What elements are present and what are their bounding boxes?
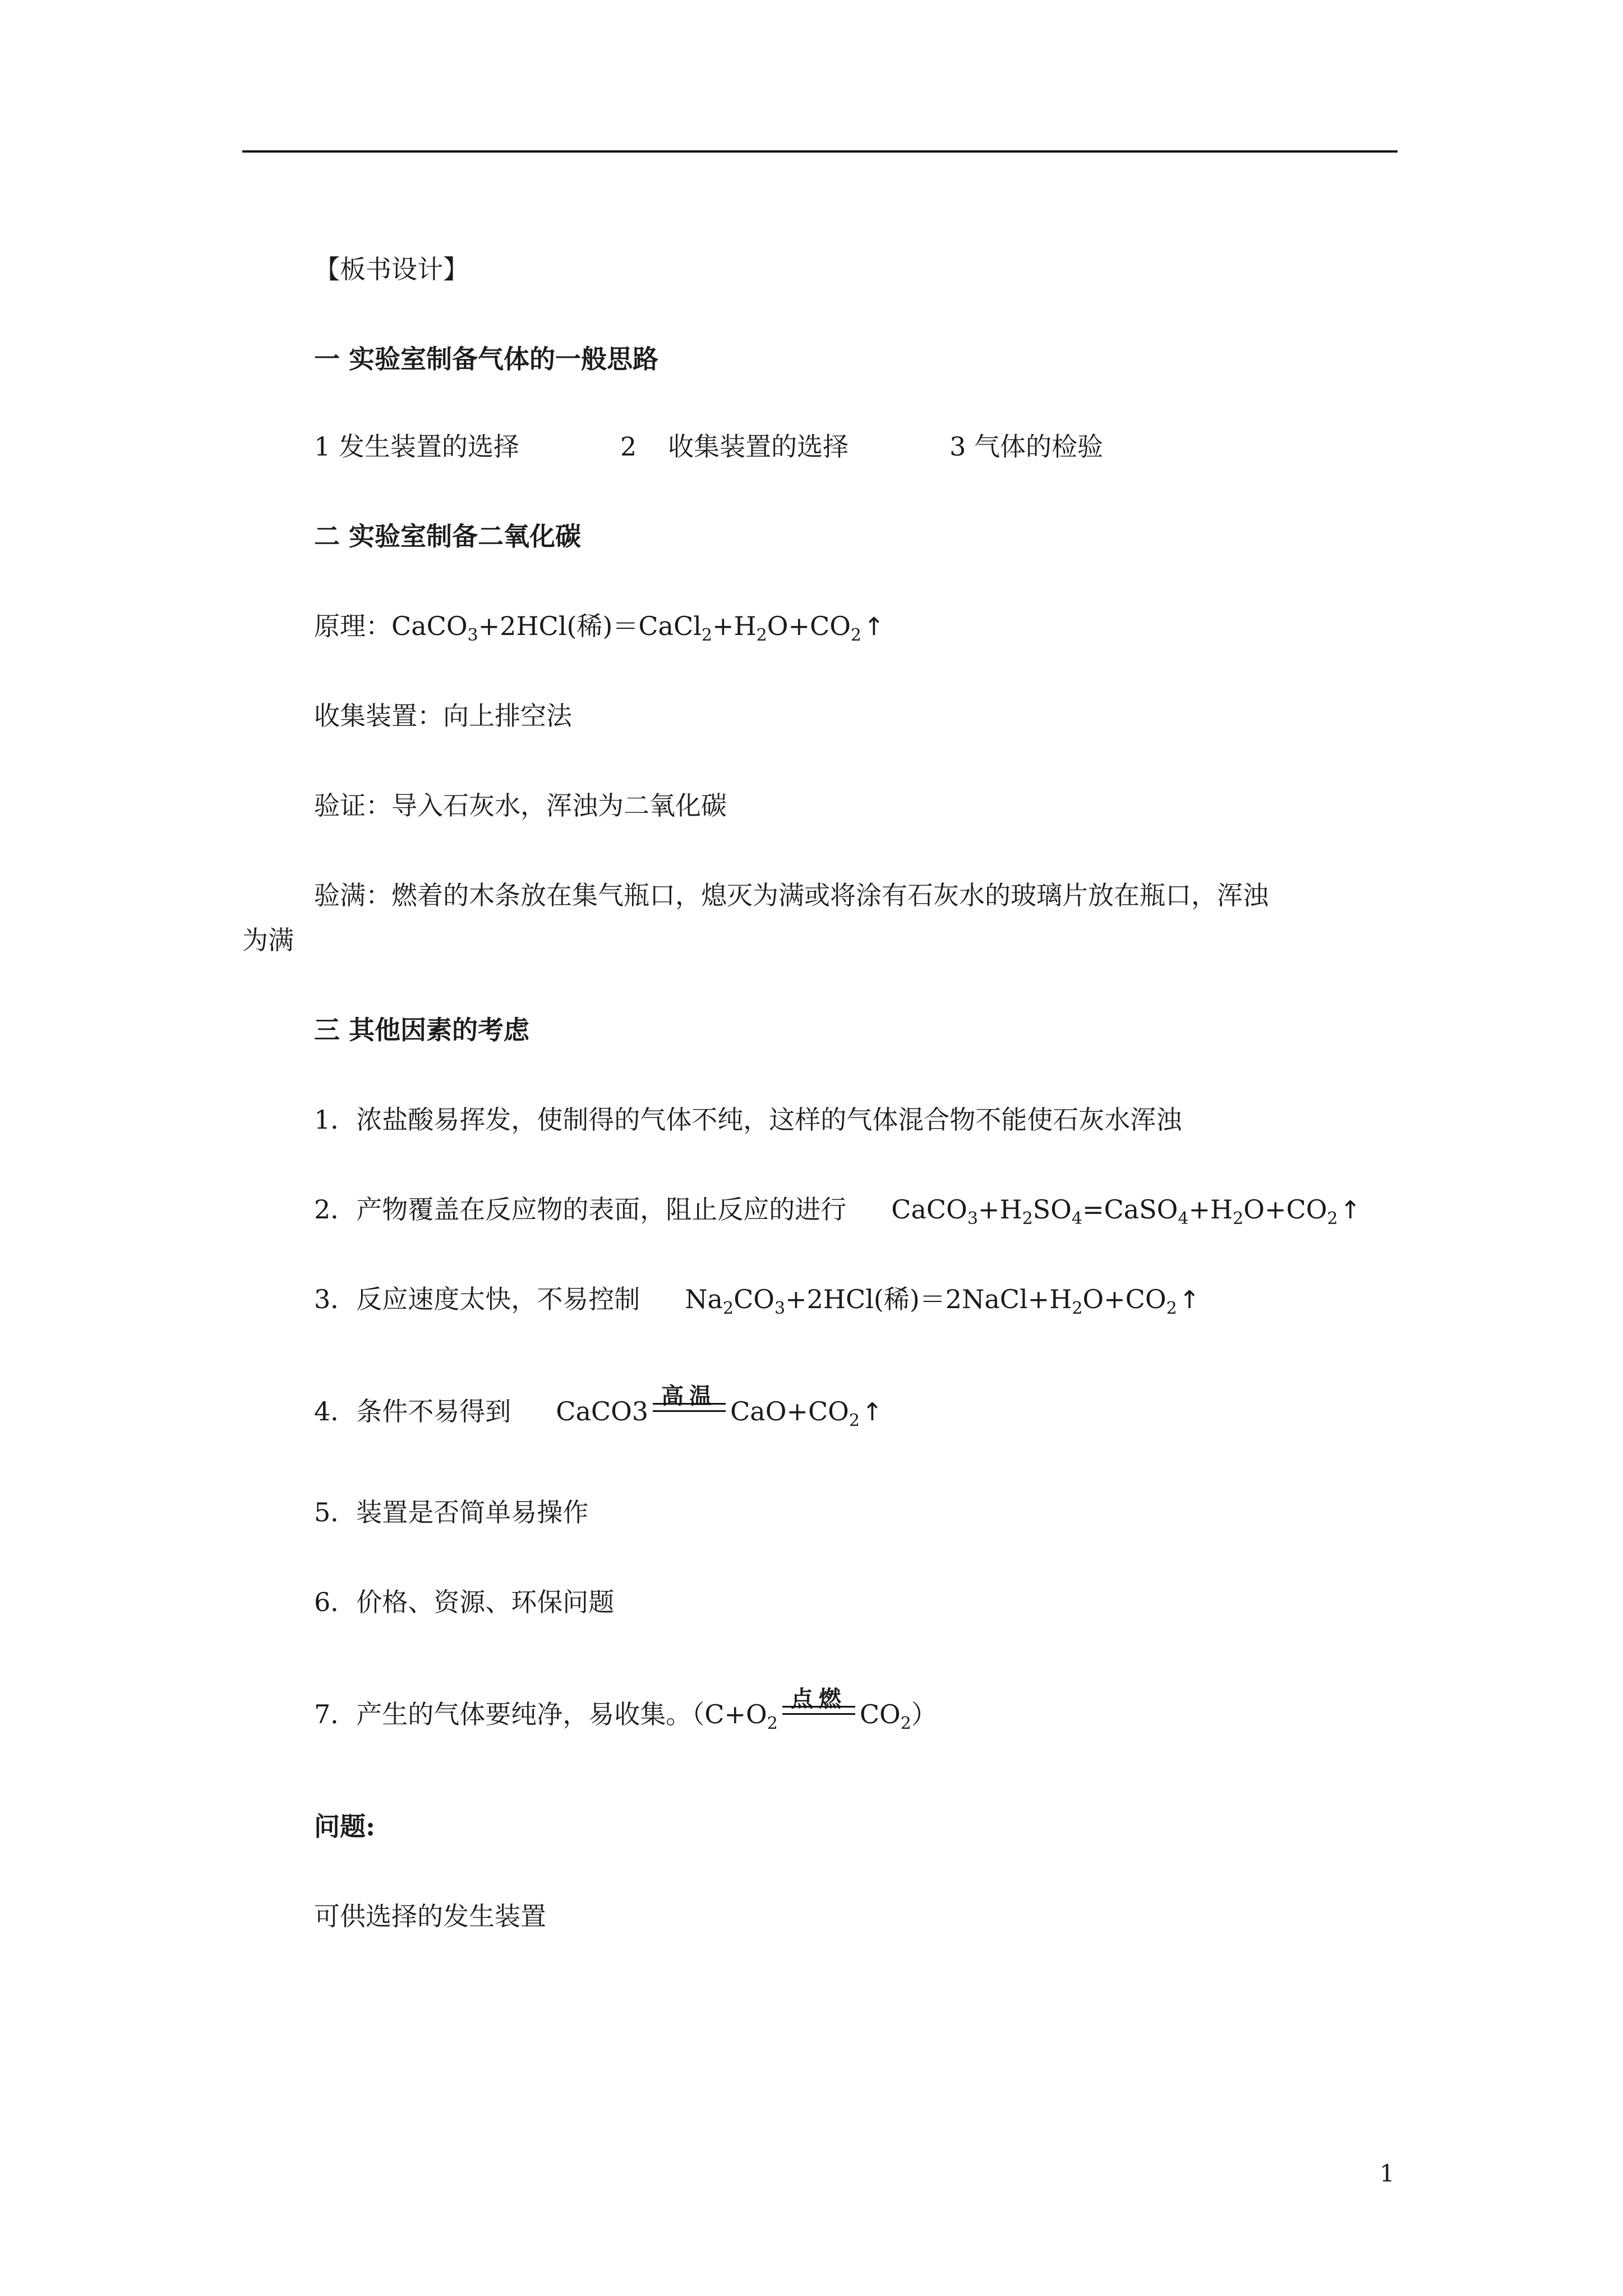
- ignite-condition: 点燃: [782, 1706, 855, 1715]
- high-temp-condition: 高温: [653, 1403, 726, 1412]
- factor-2-text: 2．产物覆盖在反应物的表面，阻止反应的进行: [314, 1194, 847, 1225]
- full-check-line2: 为满: [242, 925, 294, 955]
- principle-formula: CaCO$_3$+2HCl(稀)$=CaCl_2+H_2O+CO_2↑$: [391, 611, 884, 645]
- factor-3: [314, 1282, 1200, 1317]
- principle-label: 原理：: [314, 611, 391, 641]
- factor-6: 6．价格、资源、环保问题: [314, 1587, 615, 1617]
- factor-7: [314, 1686, 937, 1733]
- item-generator: 1 发生装置的选择: [314, 431, 519, 462]
- section1-heading: 一 实验室制备气体的一般思路: [314, 344, 659, 374]
- item-gas-test: 3 气体的检验: [949, 431, 1104, 462]
- collect-method: 收集装置：向上排空法: [314, 701, 572, 731]
- question-label: 问题:: [314, 1811, 375, 1842]
- factor-7-text: 7．产生的气体要纯净，易收集。: [314, 1699, 692, 1729]
- verify-method: 验证：导入石灰水，浑浊为二氧化碳: [314, 790, 727, 821]
- factor-3-formula: $Na_2CO_3+2HCl$(稀)$=2NaCl+H_2O+CO_2↑$: [685, 1284, 1200, 1318]
- factor-4-formula-left: CaCO3: [556, 1396, 649, 1427]
- factor-2: [314, 1193, 1361, 1227]
- section2-heading: 二 实验室制备二氧化碳: [314, 521, 582, 551]
- full-check-line1: 验满：燃着的木条放在集气瓶口，熄灭为满或将涂有石灰水的玻璃片放在瓶口，浑浊: [314, 880, 1269, 910]
- factor-4-text: 4．条件不易得到: [314, 1396, 511, 1427]
- header-rule: [242, 150, 1398, 153]
- factor-4: [314, 1383, 883, 1430]
- factor-3-text: 3．反应速度太快，不易控制: [314, 1284, 640, 1314]
- board-design-title: 【板书设计】: [314, 254, 469, 284]
- page-number: 1: [1380, 2160, 1395, 2187]
- factor-7-formula-left: （$C+O_2$: [691, 1699, 778, 1733]
- question-text: 可供选择的发生装置: [314, 1901, 546, 1931]
- section1-items: [314, 430, 1103, 463]
- principle-line: [314, 609, 884, 644]
- section3-heading: 三 其他因素的考虑: [314, 1015, 530, 1045]
- item-number-2: 2: [620, 431, 637, 462]
- factor-2-formula: $CaCO_3+H_2SO_4=CaSO_4+H_2O+CO_2↑$: [891, 1194, 1361, 1228]
- item-collector: 收集装置的选择: [668, 431, 849, 462]
- factor-7-formula-right: $CO_2$）: [859, 1699, 937, 1733]
- factor-1: 1．浓盐酸易挥发，使制得的气体不纯，这样的气体混合物不能使石灰水浑浊: [314, 1105, 1182, 1135]
- factor-4-formula-right: $CaO+CO_2↑$: [730, 1396, 883, 1430]
- factor-5: 5．装置是否简单易操作: [314, 1497, 589, 1527]
